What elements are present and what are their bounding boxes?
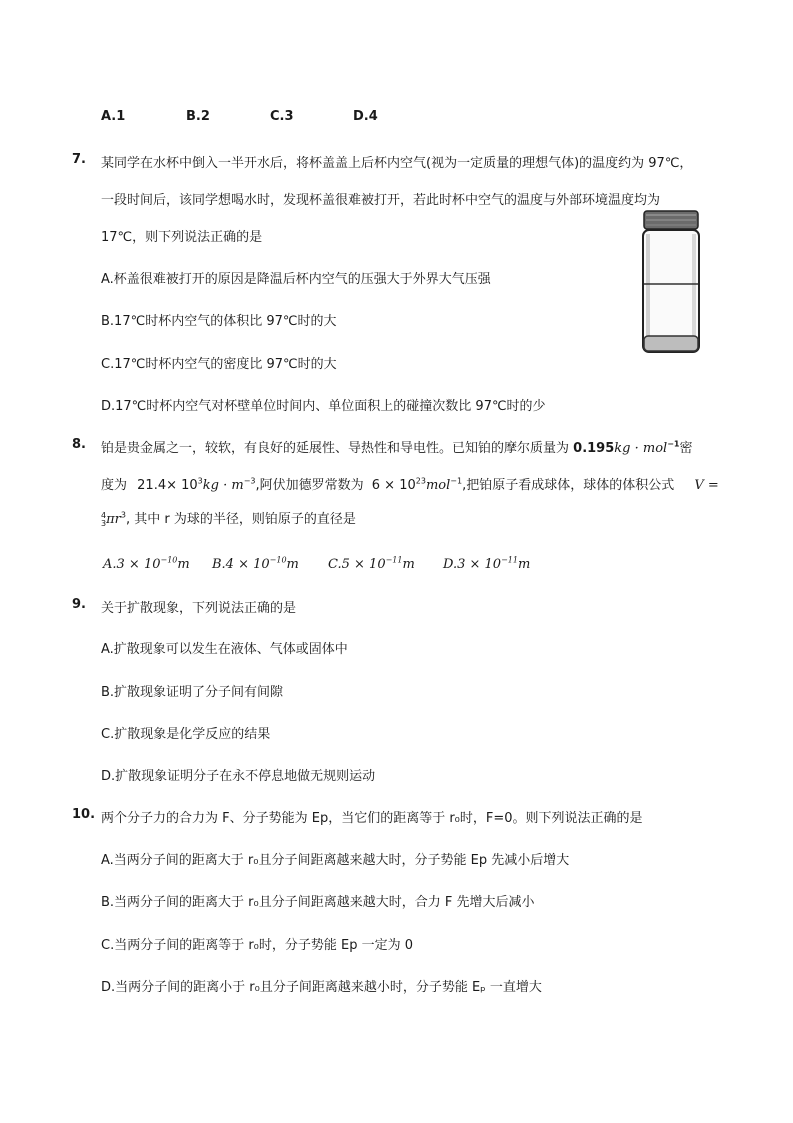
q8-option-a-unit: m [177, 557, 190, 572]
q8-density-unit-exp: −3 [243, 476, 256, 486]
q8-option-b [212, 557, 299, 572]
q10-option-c: C.当两分子间的距离等于 r₀时，分子势能 Ep 一定为 0 [101, 938, 414, 953]
q8-stem-line3 [101, 508, 356, 528]
q9-option-d: D.扩散现象证明分子在永不停息地做无规则运动 [101, 769, 376, 784]
q6-option-b: B.2 [186, 109, 210, 124]
q7-option-b: B.17℃时杯内空气的体积比 97℃时的大 [101, 314, 337, 329]
q10-number: 10. [72, 807, 96, 822]
q7-stem-line2: 一段时间后，该同学想喝水时，发现杯盖很难被打开，若此时杯中空气的温度与外部环境温度均为 [101, 193, 661, 208]
q9-number: 9. [72, 597, 86, 612]
q8-option-c-unit: m [402, 557, 415, 572]
q8-option-c [328, 557, 415, 572]
q8-line3-tail: , 其中 r 为球的半径，则铂原子的直径是 [125, 512, 356, 527]
q8-option-b-label: B.4 × 10 [212, 557, 270, 572]
q8-option-c-label: C.5 × 10 [328, 557, 386, 572]
q8-avogadro-unit-exp: −1 [450, 476, 463, 486]
q10-option-d: D.当两分子间的距离小于 r₀且分子间距离越来越小时，分子势能 Eₚ 一直增大 [101, 980, 542, 995]
q8-density: 21.4× 10 [137, 478, 198, 493]
q8-formula-exp: 3 [120, 510, 126, 520]
q8-option-d-label: D.3 × 10 [443, 557, 502, 572]
q8-frac-den: 3 [101, 518, 107, 528]
q7-stem-line3: 17℃，则下列说法正确的是 [101, 230, 263, 245]
q9-option-b: B.扩散现象证明了分子间有间隙 [101, 685, 284, 700]
q8-avogadro-exp: 23 [415, 476, 426, 486]
q8-option-c-exp: −11 [385, 555, 403, 565]
q9-option-a: A.扩散现象可以发生在液体、气体或固体中 [101, 642, 348, 657]
q8-line2-c: ,把铂原子看成球体，球体的体积公式 [462, 478, 675, 493]
q8-density-unit: kg · m [202, 478, 244, 493]
q6-option-d: D.4 [353, 109, 378, 124]
q9-stem: 关于扩散现象，下列说法正确的是 [101, 601, 297, 616]
q8-line1-text: 铂是贵金属之一，较软，有良好的延展性、导热性和导电性。已知铂的摩尔质量为 [101, 441, 570, 456]
q8-molar-mass: 0.195 [573, 441, 615, 456]
q8-number: 8. [72, 437, 86, 452]
q8-density-exp: 3 [197, 476, 203, 486]
q7-number: 7. [72, 152, 86, 167]
q10-option-a: A.当两分子间的距离大于 r₀且分子间距离越来越大时，分子势能 Ep 先减小后增大 [101, 853, 570, 868]
q7-option-c: C.17℃时杯内空气的密度比 97℃时的大 [101, 357, 337, 372]
q8-option-a-label: A.3 × 10 [103, 557, 161, 572]
q10-option-b: B.当两分子间的距离大于 r₀且分子间距离越来越大时，合力 F 先增大后减小 [101, 895, 535, 910]
q8-stem-line1 [101, 437, 693, 456]
q8-formula-lhs: V = [694, 478, 719, 493]
q8-molar-exp: −1 [667, 439, 680, 449]
q8-line2-a: 度为 [101, 478, 128, 493]
q7-option-a: A.杯盖很难被打开的原因是降温后杯内空气的压强大于外界大气压强 [101, 272, 491, 287]
glass-jar-illustration [640, 210, 702, 356]
q8-avogadro-unit: mol [425, 478, 451, 493]
q8-option-a [103, 557, 190, 572]
q6-option-a: A.1 [101, 109, 126, 124]
q8-formula-rhs: πr [106, 512, 121, 527]
q8-frac-num: 4 [101, 510, 107, 520]
q8-avogadro: 6 × 10 [371, 478, 416, 493]
q8-option-d-unit: m [517, 557, 531, 572]
q8-option-b-exp: −10 [269, 555, 287, 565]
q6-option-c: C.3 [270, 109, 294, 124]
q7-option-d: D.17℃时杯内空气对杯壁单位时间内、单位面积上的碰撞次数比 97℃时的少 [101, 399, 546, 414]
q8-option-d [443, 557, 530, 572]
q8-option-a-exp: −10 [160, 555, 178, 565]
q8-option-b-unit: m [286, 557, 299, 572]
q7-stem-line1: 某同学在水杯中倒入一半开水后，将杯盖盖上后杯内空气(视为一定质量的理想气体)的温度约为 97℃， [101, 156, 693, 171]
q8-molar-unit: kg · mol [614, 441, 668, 456]
q8-stem-line2 [101, 474, 719, 493]
q8-line1-tail: 密 [679, 441, 693, 456]
q9-option-c: C.扩散现象是化学反应的结果 [101, 727, 271, 742]
q10-stem: 两个分子力的合力为 F、分子势能为 Ep，当它们的距离等于 r₀时，F=0。则下列说法正确的是 [101, 811, 643, 826]
q8-option-d-exp: −11 [501, 555, 518, 565]
q8-line2-b: ,阿伏加德罗常数为 [255, 478, 364, 493]
